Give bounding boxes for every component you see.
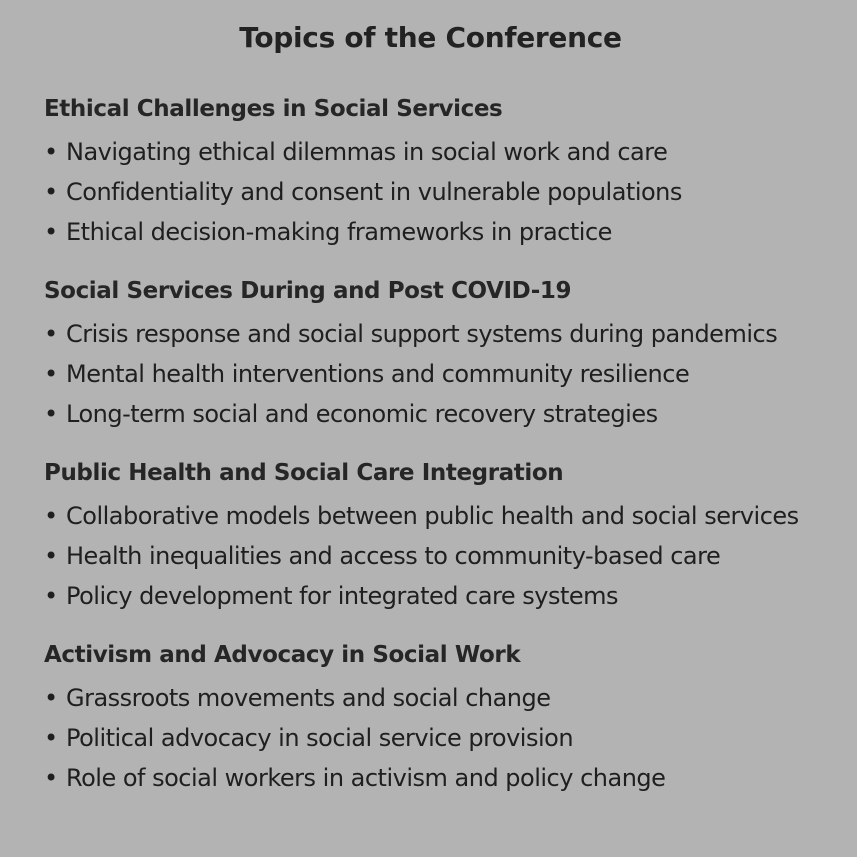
bullet-item: [44, 576, 817, 616]
bullet-item: [44, 314, 817, 354]
bullet-item: [44, 172, 817, 212]
bullet-item: [44, 212, 817, 252]
bullet-item: [44, 536, 817, 576]
section-heading: Ethical Challenges in Social Services: [44, 96, 503, 122]
bullet-text: Navigating ethical dilemmas in social work and care: [66, 138, 668, 166]
bullet-item: [44, 678, 817, 718]
bullet-icon: •: [44, 764, 58, 792]
bullet-icon: •: [44, 360, 58, 388]
bullet-text: Political advocacy in social service provision: [66, 724, 574, 752]
topic-section-covid: [44, 274, 817, 434]
section-heading: Public Health and Social Care Integration: [44, 460, 564, 486]
section-heading: Activism and Advocacy in Social Work: [44, 642, 521, 668]
bullet-item: [44, 132, 817, 172]
bullet-icon: •: [44, 400, 58, 428]
bullet-text: Confidentiality and consent in vulnerable populations: [66, 178, 682, 206]
bullet-text: Ethical decision-making frameworks in practice: [66, 218, 612, 246]
bullet-text: Health inequalities and access to community-based care: [66, 542, 721, 570]
bullet-icon: •: [44, 218, 58, 246]
bullet-icon: •: [44, 582, 58, 610]
bullet-text: Collaborative models between public health and social services: [66, 502, 799, 530]
bullet-text: Crisis response and social support systems during pandemics: [66, 320, 778, 348]
page-title: Topics of the Conference: [239, 21, 622, 54]
bullet-text: Mental health interventions and community resilience: [66, 360, 690, 388]
bullet-item: [44, 758, 817, 798]
topic-section-public-health: [44, 456, 817, 616]
bullet-item: [44, 496, 817, 536]
topic-section-ethical-challenges: [44, 92, 817, 252]
bullet-text: Grassroots movements and social change: [66, 684, 551, 712]
bullet-icon: •: [44, 138, 58, 166]
section-heading: Social Services During and Post COVID-19: [44, 278, 572, 304]
bullet-item: [44, 718, 817, 758]
bullet-icon: •: [44, 502, 58, 530]
bullet-icon: •: [44, 724, 58, 752]
bullet-item: [44, 354, 817, 394]
bullet-item: [44, 394, 817, 434]
bullet-icon: •: [44, 684, 58, 712]
bullet-text: Long-term social and economic recovery strategies: [66, 400, 658, 428]
bullet-text: Policy development for integrated care systems: [66, 582, 619, 610]
bullet-text: Role of social workers in activism and policy change: [66, 764, 666, 792]
topic-section-activism: [44, 638, 817, 798]
bullet-icon: •: [44, 542, 58, 570]
bullet-icon: •: [44, 320, 58, 348]
bullet-icon: •: [44, 178, 58, 206]
